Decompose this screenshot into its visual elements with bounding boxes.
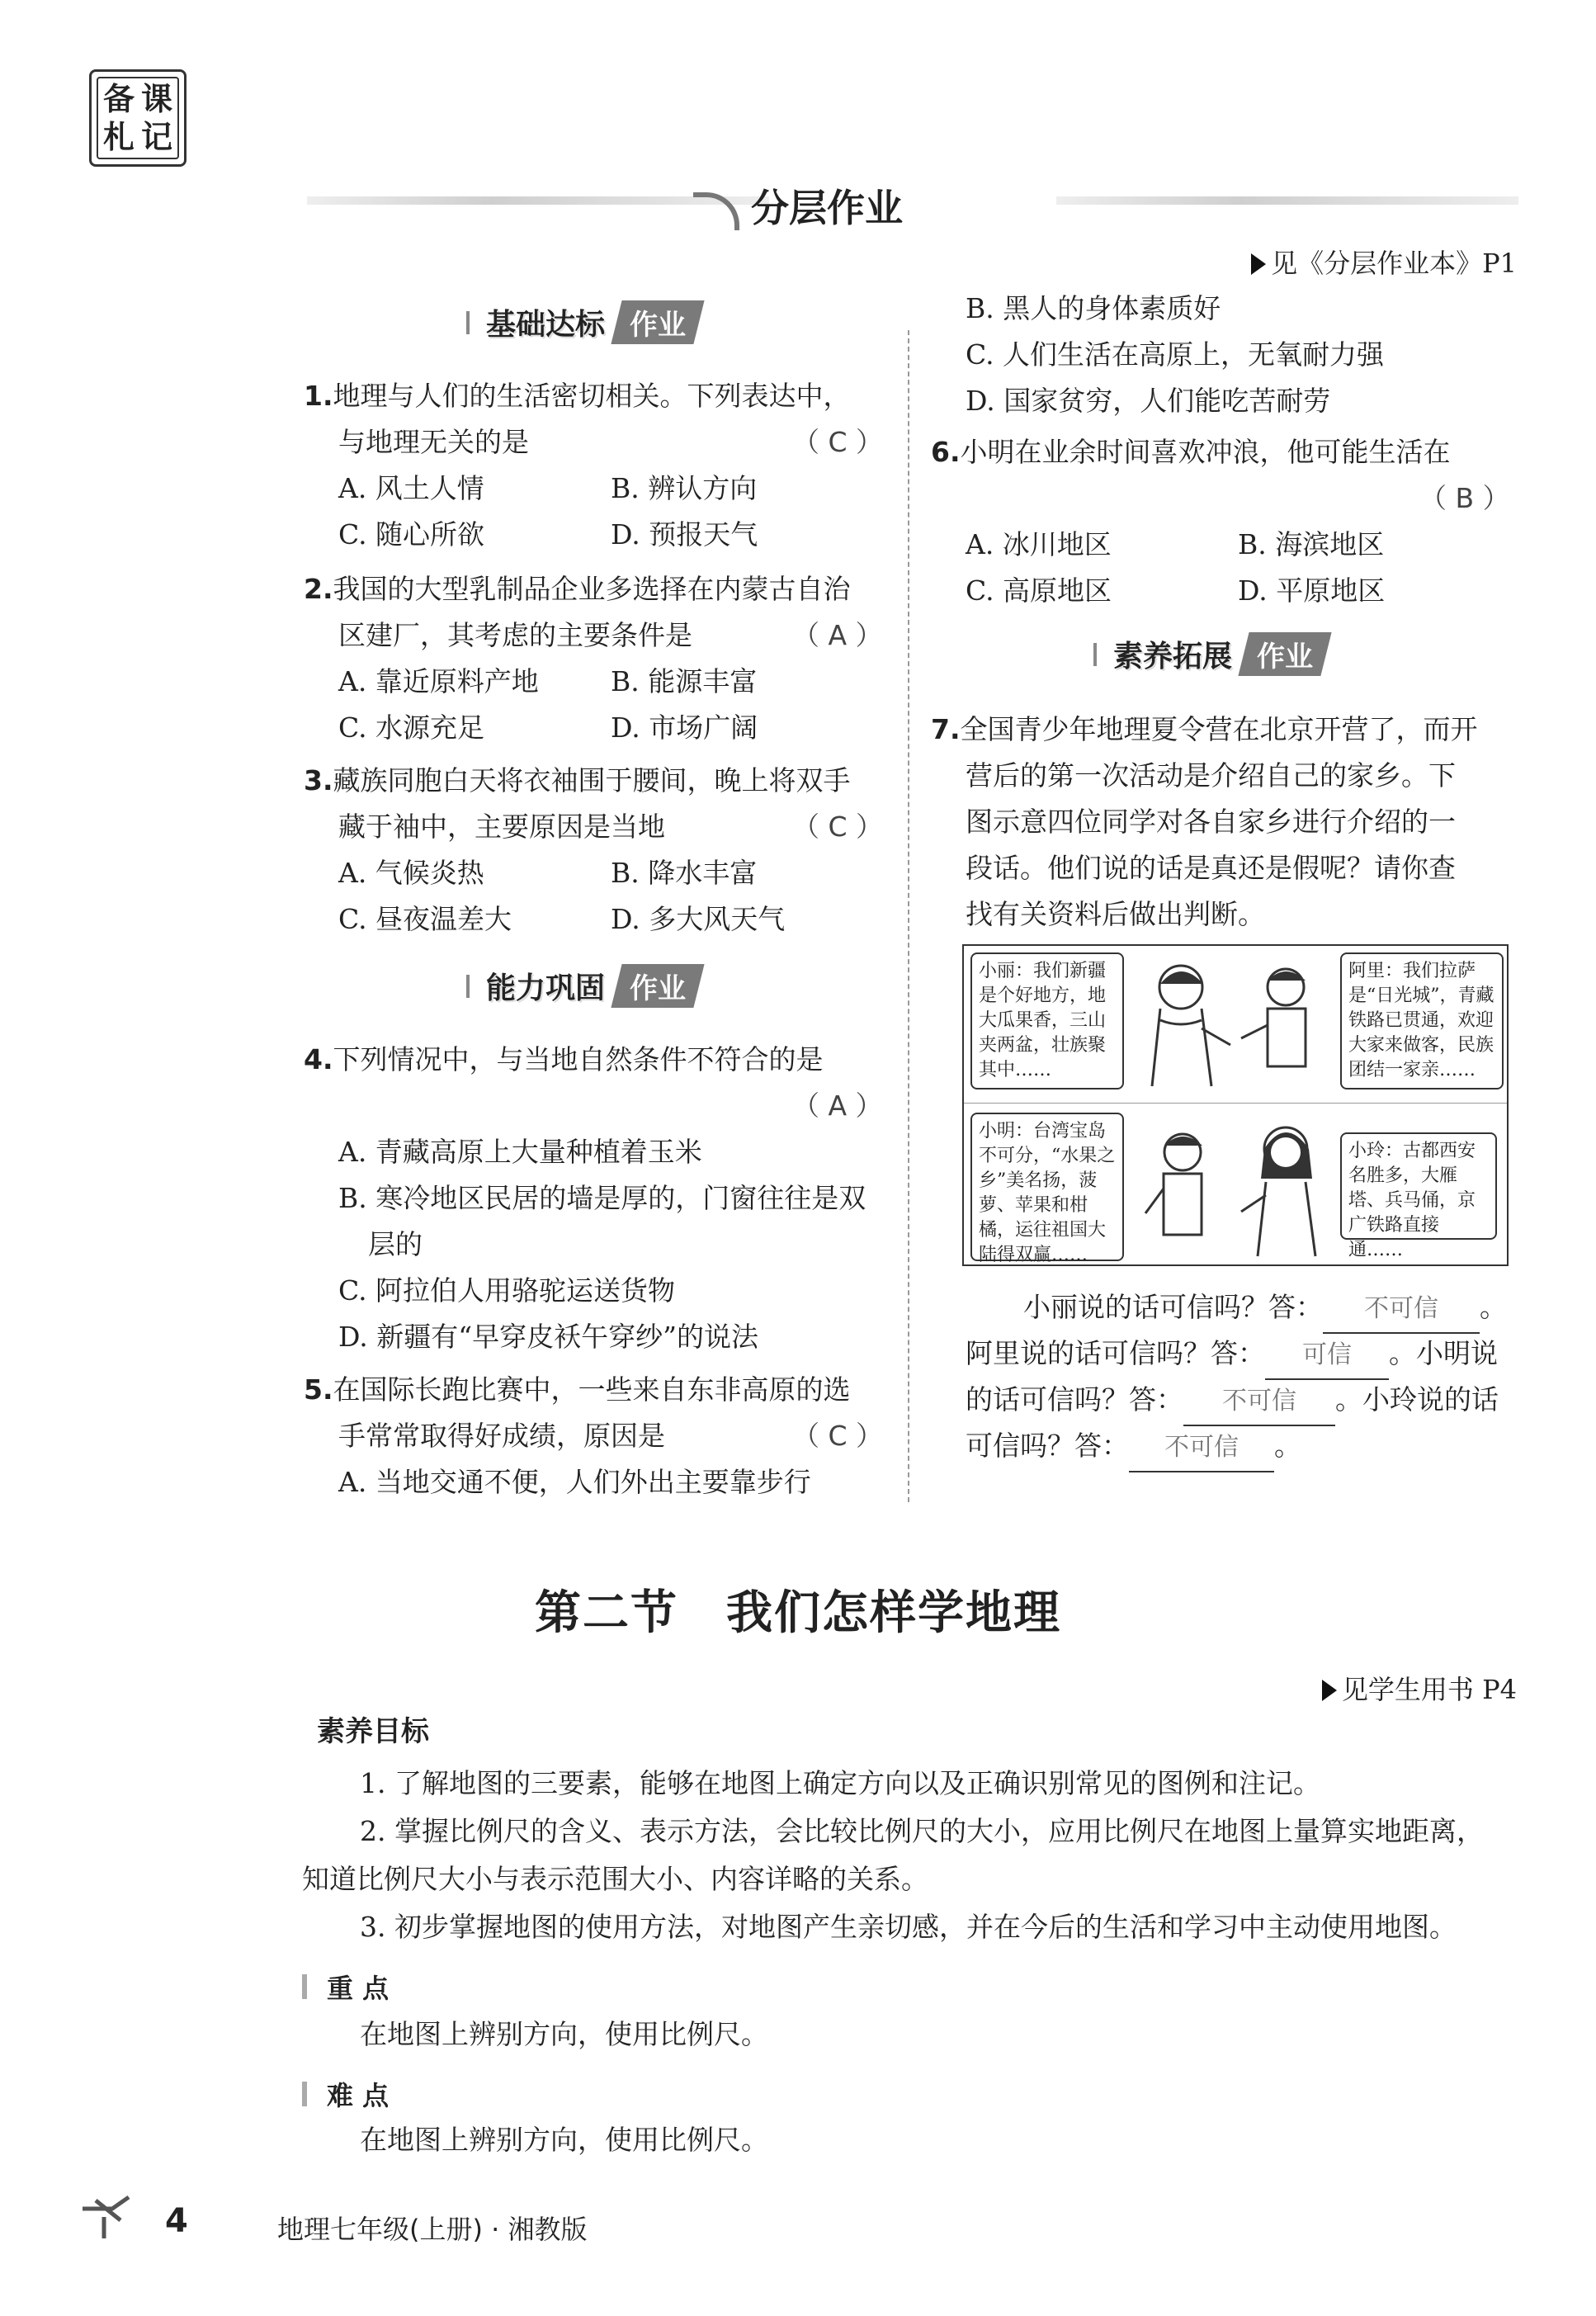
difficult-points-text: 在地图上辨别方向，使用比例尺。	[360, 2124, 768, 2156]
column-divider	[908, 330, 909, 1502]
stamp-char: 记	[140, 119, 172, 155]
homework-tag-text: 作业	[630, 972, 687, 1005]
q3-number: 3.	[304, 764, 333, 796]
q7-tail4: 。	[1274, 1430, 1301, 1462]
page-number: 4	[165, 2202, 188, 2240]
speech-bubble-xiaoli: 小丽：我们新疆是个好地方，地大瓜果香，三山夹两盆，壮族聚其中……	[970, 952, 1124, 1089]
speech-bubble-xiaoling: 小玲：古都西安名胜多，大雁塔、兵马俑，京广铁路直接通……	[1340, 1132, 1497, 1240]
pen-icon	[466, 975, 481, 998]
layered-homework-title	[0, 178, 1596, 233]
layered-reference	[1251, 243, 1517, 281]
q4-option-b: B. 寒冷地区民居的墙是厚的，门窗往往是双	[338, 1182, 866, 1214]
q7-answer-line2	[966, 1331, 1498, 1380]
q7-statement1: 小丽说的话可信吗？答：	[1023, 1291, 1323, 1323]
basic-header-label: 基础达标	[486, 308, 606, 342]
q5-option-b: B. 黑人的身体素质好	[966, 292, 1221, 324]
literacy-header-label: 素养拓展	[1113, 640, 1233, 674]
q3-answer: （ C ）	[792, 811, 884, 843]
q4-line1	[304, 1037, 824, 1083]
q7-answer4: 不可信	[1129, 1425, 1274, 1472]
speech-bubble-xiaoming: 小明：台湾宝岛不可分，“水果之乡”美名扬，菠萝、苹果和柑橘，运往祖国大陆得双赢……	[970, 1113, 1124, 1261]
q7-tail2: 。小明说	[1389, 1337, 1498, 1369]
q7-statement4: 可信吗？答：	[966, 1430, 1129, 1462]
q7-answer2: 可信	[1265, 1332, 1389, 1380]
boy-figure-icon	[1236, 959, 1327, 1091]
lesson-notes-stamp	[89, 69, 187, 167]
q2-option-a: A. 靠近原料产地	[338, 665, 539, 697]
goal-1: 1. 了解地图的三要素，能够在地图上确定方向以及正确识别常见的图例和注记。	[360, 1767, 1320, 1799]
section-title: 第二节 我们怎样学地理	[535, 1586, 1061, 1640]
difficult-points-header	[302, 2075, 389, 2113]
q7-text1: 全国青少年地理夏令营在北京开营了，而开	[960, 713, 1478, 745]
q2-option-c: C. 水源充足	[338, 711, 485, 744]
ability-header	[466, 964, 699, 1008]
q2-option-b: B. 能源丰富	[611, 665, 758, 697]
q7-answer1: 不可信	[1323, 1286, 1480, 1334]
boy-figure-icon	[1137, 1123, 1228, 1263]
q5-line2: 手常常取得好成绩，原因是	[338, 1420, 665, 1452]
q4-number: 4.	[304, 1043, 333, 1075]
key-points-header	[302, 1968, 389, 2006]
comic-frame	[962, 944, 1509, 1266]
literacy-goals-label: 素养目标	[317, 1715, 429, 1748]
speech-bubble-ali: 阿里：我们拉萨是“日光城”，青藏铁路已贯通，欢迎大家来做客，民族团结一家亲……	[1340, 952, 1504, 1089]
q7-line5: 找有关资料后做出判断。	[966, 898, 1265, 930]
homework-tag-text: 作业	[1257, 640, 1314, 674]
ability-header-label: 能力巩固	[486, 971, 606, 1005]
q7-line3: 图示意四位同学对各自家乡进行介绍的一	[966, 806, 1456, 838]
q1-option-a: A. 风土人情	[338, 472, 484, 504]
triangle-icon	[1251, 253, 1266, 275]
q4-option-c: C. 阿拉伯人用骆驼运送货物	[338, 1274, 676, 1307]
student-book-reference	[1322, 1669, 1517, 1707]
footer-decoration-icon	[79, 2192, 145, 2242]
q1-answer: （ C ）	[792, 426, 884, 458]
q7-statement3: 的话可信吗？答：	[966, 1383, 1183, 1416]
q7-answer-line1	[1023, 1284, 1507, 1334]
homework-tag	[1238, 632, 1331, 676]
q1-line2: 与地理无关的是	[338, 426, 529, 458]
q3-option-d: D. 多大风天气	[611, 903, 786, 935]
book-icon	[1093, 643, 1108, 666]
bar-icon	[302, 2082, 307, 2106]
bar-icon	[302, 1974, 307, 1999]
q1-number: 1.	[304, 380, 333, 412]
q7-tail1: 。	[1480, 1291, 1507, 1323]
q1-line1	[304, 373, 851, 419]
q5-option-a: A. 当地交通不便，人们外出主要靠步行	[338, 1466, 811, 1498]
q3-line2: 藏于袖中，主要原因是当地	[338, 811, 665, 843]
girl-figure-icon	[1136, 954, 1235, 1094]
literacy-header	[1093, 632, 1326, 676]
difficult-points-label: 难 点	[327, 2080, 390, 2111]
q1-option-c: C. 随心所欲	[338, 518, 485, 551]
q6-number: 6.	[931, 436, 961, 468]
girl-figure-icon	[1236, 1116, 1335, 1261]
q2-line2: 区建厂，其考虑的主要条件是	[338, 619, 692, 651]
q4-option-a: A. 青藏高原上大量种植着玉米	[338, 1136, 702, 1168]
student-book-reference-text: 见学生用书 P4	[1341, 1674, 1517, 1705]
stamp-char: 备	[102, 81, 135, 117]
q4-option-d: D. 新疆有“早穿皮袄午穿纱”的说法	[338, 1321, 759, 1353]
q5-text1: 在国际长跑比赛中，一些来自东非高原的选	[333, 1373, 851, 1406]
q6-option-c: C. 高原地区	[966, 574, 1112, 607]
q6-line1	[931, 429, 1451, 475]
q1-option-d: D. 预报天气	[611, 518, 758, 551]
q7-statement2: 阿里说的话可信吗？答：	[966, 1337, 1265, 1369]
q2-number: 2.	[304, 573, 333, 605]
q4-text1: 下列情况中，与当地自然条件不符合的是	[333, 1043, 824, 1075]
homework-tag-text: 作业	[630, 309, 687, 342]
arrow-up-icon	[466, 311, 481, 334]
q2-text1: 我国的大型乳制品企业多选择在内蒙古自治	[333, 573, 851, 605]
q7-line2: 营后的第一次活动是介绍自己的家乡。下	[966, 759, 1456, 792]
q7-line4: 段话。他们说的话是真还是假呢？请你查	[966, 852, 1456, 884]
key-points-text: 在地图上辨别方向，使用比例尺。	[360, 2018, 768, 2050]
q3-option-b: B. 降水丰富	[611, 857, 758, 889]
q7-answer3: 不可信	[1183, 1378, 1335, 1426]
triangle-icon	[1322, 1680, 1337, 1701]
q7-answer-line4	[966, 1423, 1301, 1472]
q3-option-c: C. 昼夜温差大	[338, 903, 512, 935]
q6-text1: 小明在业余时间喜欢冲浪，他可能生活在	[960, 436, 1451, 468]
q3-option-a: A. 气候炎热	[338, 857, 484, 889]
q2-line1	[304, 566, 851, 612]
layered-reference-text: 见《分层作业本》P1	[1271, 248, 1517, 279]
q4-option-b-cont: 层的	[368, 1228, 423, 1260]
q6-option-b: B. 海滨地区	[1238, 528, 1385, 560]
q4-answer: （ A ）	[792, 1089, 883, 1122]
q1-text1: 地理与人们的生活密切相关。下列表达中，	[333, 380, 851, 412]
comic-divider	[964, 1103, 1507, 1104]
layered-homework-title-text: 分层作业	[751, 186, 903, 230]
q2-answer: （ A ）	[792, 619, 883, 651]
q6-answer: （ B ）	[1419, 482, 1510, 514]
stamp-char: 课	[140, 81, 172, 117]
goal-3: 3. 初步掌握地图的使用方法，对地图产生亲切感，并在今后的生活和学习中主动使用地图。	[360, 1911, 1457, 1943]
q7-answer-line3	[966, 1377, 1499, 1426]
stamp-char: 札	[102, 119, 135, 155]
goal-2: 2. 掌握比例尺的含义、表示方法，会比较比例尺的大小，应用比例尺在地图上量算实地距离，	[360, 1815, 1484, 1847]
homework-tag	[611, 964, 704, 1008]
basic-header	[466, 300, 699, 344]
q3-text1: 藏族同胞白天将衣袖围于腰间，晚上将双手	[333, 764, 851, 796]
q5-number: 5.	[304, 1373, 333, 1406]
q5-line1	[304, 1367, 851, 1413]
q2-option-d: D. 市场广阔	[611, 711, 758, 744]
key-points-label: 重 点	[327, 1973, 390, 2004]
q3-line1	[304, 758, 851, 804]
goal-2-cont: 知道比例尺大小与表示范围大小、内容详略的关系。	[302, 1863, 928, 1895]
swirl-icon	[693, 192, 739, 230]
q5-option-d: D. 国家贫穷，人们能吃苦耐劳	[966, 385, 1331, 417]
footer-text: 地理七年级(上册) · 湘教版	[277, 2214, 588, 2245]
q7-tail3: 。小玲说的话	[1335, 1383, 1499, 1416]
q7-number: 7.	[931, 713, 961, 745]
q5-option-c: C. 人们生活在高原上，无氧耐力强	[966, 338, 1385, 371]
q6-option-d: D. 平原地区	[1238, 574, 1386, 607]
homework-tag	[611, 300, 704, 344]
q5-answer: （ C ）	[792, 1420, 884, 1452]
q6-option-a: A. 冰川地区	[966, 528, 1112, 560]
q1-option-b: B. 辨认方向	[611, 472, 758, 504]
q7-line1	[931, 707, 1478, 753]
